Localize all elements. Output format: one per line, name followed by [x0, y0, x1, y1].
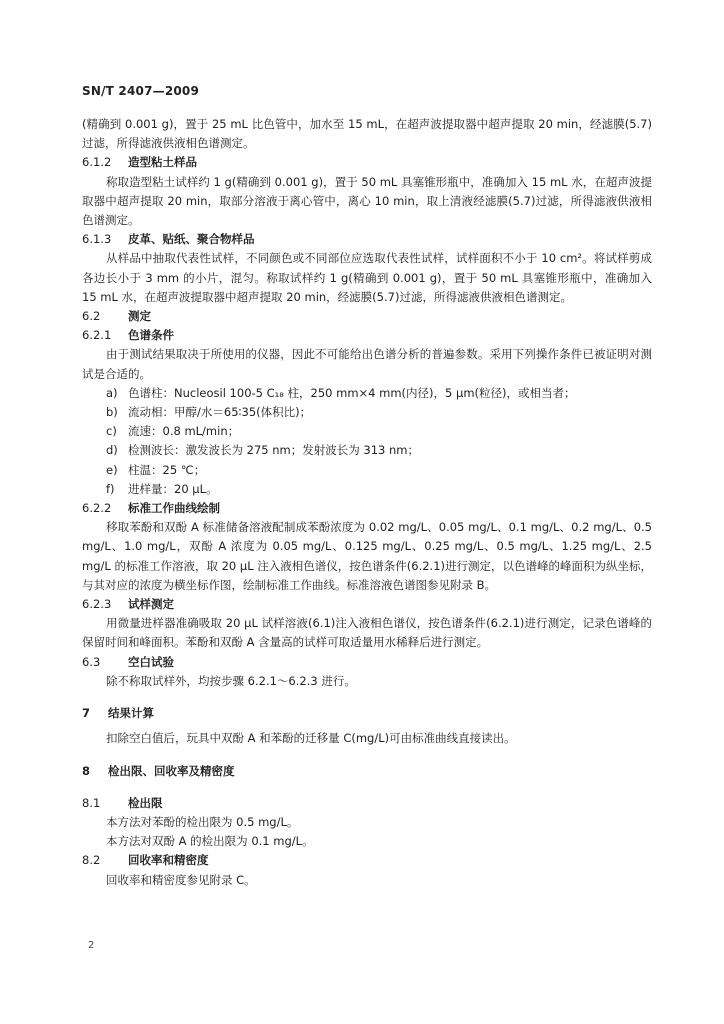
- section-number: 8.2: [82, 853, 101, 868]
- section-title: 结果计算: [108, 706, 154, 721]
- section-number: 8: [82, 763, 91, 778]
- list-item-text: 检测波长：激发波长为 275 nm；发射波长为 313 nm；: [128, 443, 420, 458]
- section-title: 测定: [128, 309, 151, 324]
- paragraph-6-2-2: 移取苯酚和双酚 A 标准储备溶液配制成苯酚浓度为 0.02 mg/L、0.05 mg/L、0.1 mg/L、0.2 mg/L、0.5 mg/L、1.0 mg/L，双酚 A 浓度为 0.05 mg/L、0.125 mg/L、0.25 mg/L、0.5 mg/L、1.25 mg/L、2.5 mg/L 的标准工作溶液，取 20 μL 注入液相色谱仪，按色谱条件(6.2.1)进行测定，以色谱峰的峰面积为纵坐标，与其对应的浓度为横坐标作图，绘制标准工作曲线。标准溶液色谱图参见附录 B。: [82, 520, 652, 592]
- paragraph-continued: (精确到 0.001 g)，置于 25 mL 比色管中，加水至 15 mL，在超声波提取器中超声提取 20 min，经滤膜(5.7)过滤，所得滤液供液相色谱测定。: [82, 117, 652, 151]
- standard-number: SN/T 2407—2009: [82, 84, 200, 98]
- list-item: [82, 403, 652, 422]
- section-title: 色谱条件: [128, 328, 174, 343]
- heading-6-2-3: [82, 595, 652, 614]
- list-item: [82, 441, 652, 460]
- list-item: [82, 480, 652, 499]
- list-item: [82, 461, 652, 480]
- paragraph-6-1-3: 从样品中抽取代表性试样，不同颜色或不同部位应选取代表性试样，试样面积不小于 10 cm²。将试样剪成各边长小于 3 mm 的小片，混匀。称取试样约 1 g(精确到 0.001 g)，置于 50 mL 具塞锥形瓶中，准确加入 15 mL 水，在超声波提取器中超声提取 20 min，经滤膜(5.7)过滤，所得滤液供液相色谱测定。: [82, 251, 652, 304]
- paragraph-8-1-bpa: 本方法对双酚 A 的检出限为 0.1 mg/L。: [106, 834, 314, 849]
- paragraph-6-2-3: 用微量进样器准确吸取 20 μL 试样溶液(6.1)注入液相色谱仪，按色谱条件(6.2.1)进行测定，记录色谱峰的保留时间和峰面积。苯酚和双酚 A 含量高的试样可取适量用水稀释后进行测定。: [82, 616, 652, 650]
- list-item-text: 柱温：25 ℃；: [128, 462, 206, 477]
- heading-6-2: [82, 307, 652, 326]
- heading-7: [82, 704, 652, 723]
- page-number: 2: [88, 940, 95, 951]
- heading-6-1-3: [82, 230, 652, 249]
- list-item-text: 色谱柱：Nucleosil 100-5 C₁₈ 柱，250 mm×4 mm(内径)，5 μm(粒径)，或相当者；: [128, 385, 576, 400]
- document-body: [82, 115, 652, 890]
- paragraph-6-2-1: 由于测试结果取决于所使用的仪器，因此不可能给出色谱分析的普遍参数。采用下列操作条件已被证明对测试是合适的。: [82, 347, 652, 381]
- section-number: 6.3: [82, 654, 101, 669]
- paragraph-8-2: 回收率和精密度参见附录 C。: [106, 872, 256, 887]
- list-item-label: f): [106, 481, 115, 496]
- section-title: 试样测定: [128, 597, 174, 612]
- paragraph-8-1-phenol: 本方法对苯酚的检出限为 0.5 mg/L。: [106, 814, 299, 829]
- section-number: 6.2.3: [82, 597, 112, 612]
- list-item: [82, 422, 652, 441]
- heading-8: [82, 762, 652, 781]
- list-item-text: 流动相：甲醇/水＝65∶35(体积比)；: [128, 405, 312, 420]
- section-number: 6.2: [82, 309, 101, 324]
- heading-6-3: [82, 653, 652, 672]
- section-title: 造型粘土样品: [128, 155, 197, 170]
- heading-6-1-2: [82, 153, 652, 172]
- section-number: 8.1: [82, 795, 101, 810]
- list-item-label: c): [106, 424, 117, 439]
- paragraph-6-3: 除不称取试样外，均按步骤 6.2.1～6.2.3 进行。: [106, 673, 356, 688]
- list-item-text: 流速：0.8 mL/min；: [128, 424, 240, 439]
- section-number: 7: [82, 706, 91, 721]
- list-item-label: e): [106, 462, 118, 477]
- paragraph-6-1-2: 称取造型粘土试样约 1 g(精确到 0.001 g)，置于 50 mL 具塞锥形瓶中，准确加入 15 mL 水，在超声波提取器中超声提取 20 min，取部分溶液于离心管中，离心 10 min，取上清液经滤膜(5.7)过滤，所得滤液供液相色谱测定。: [82, 174, 652, 228]
- heading-6-2-1: [82, 326, 652, 345]
- paragraph-7: 扣除空白值后，玩具中双酚 A 和苯酚的迁移量 C(mg/L)可由标准曲线直接读出。: [106, 731, 516, 746]
- section-number: 6.2.1: [82, 328, 112, 343]
- section-title: 皮革、贴纸、聚合物样品: [128, 232, 255, 247]
- section-title: 检出限: [128, 795, 163, 810]
- section-number: 6.1.3: [82, 232, 112, 247]
- list-item-text: 进样量：20 μL。: [128, 481, 218, 496]
- section-title: 标准工作曲线绘制: [128, 501, 220, 516]
- heading-8-2: [82, 851, 652, 870]
- section-title: 回收率和精密度: [128, 853, 209, 868]
- list-item: [82, 384, 652, 403]
- section-number: 6.1.2: [82, 155, 112, 170]
- section-title: 空白试验: [128, 654, 174, 669]
- list-item-label: a): [106, 385, 118, 400]
- list-item-label: d): [106, 443, 118, 458]
- list-item-label: b): [106, 405, 118, 420]
- section-number: 6.2.2: [82, 501, 112, 516]
- heading-8-1: [82, 794, 652, 813]
- section-title: 检出限、回收率及精密度: [108, 763, 235, 778]
- heading-6-2-2: [82, 499, 652, 518]
